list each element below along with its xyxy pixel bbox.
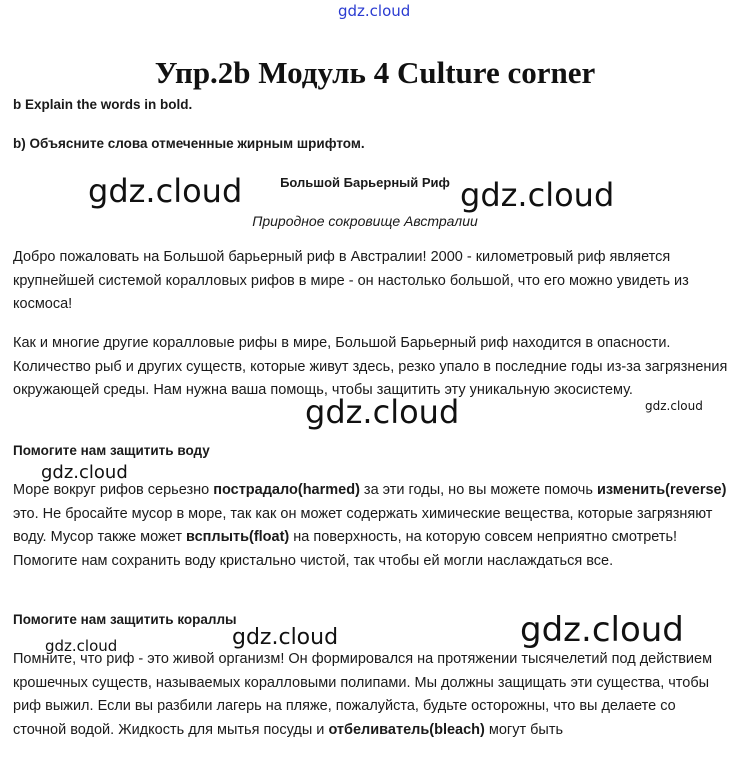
watermark: gdz.cloud <box>45 637 118 655</box>
watermark-top: gdz.cloud <box>338 2 411 20</box>
watermark: gdz.cloud <box>460 176 615 214</box>
text-run: Море вокруг рифов серьезно <box>13 482 214 498</box>
paragraph-water <box>13 479 731 573</box>
page-title: Упр.2b Модуль 4 Culture corner <box>154 54 596 90</box>
paragraph-corals <box>13 648 731 742</box>
text-run: это. Не бросайте мусор в море, так как он может содержать химические вещества, которые загрязняют воду. Мусор также может <box>13 505 713 545</box>
instruction-en: b Explain the words in bold. <box>13 97 193 112</box>
instruction-ru: b) Объясните слова отмеченные жирным шрифтом. <box>13 136 365 151</box>
bold-word-bleach: отбеливатель(bleach) <box>328 721 485 738</box>
bold-word-reverse: изменить(reverse) <box>596 482 727 498</box>
watermark: gdz.cloud <box>520 610 684 650</box>
paragraph-intro: Добро пожаловать на Большой барьерный риф в Австралии! 2000 - километровый риф является крупнейшей системой коралловых рифов в мире - он настолько большой, что его можно увидеть из космоса! <box>13 249 689 312</box>
watermark: gdz.cloud <box>305 393 460 431</box>
watermark: gdz.cloud <box>645 399 703 413</box>
article-subtitle: Природное сокровище Австралии <box>252 213 478 229</box>
watermark: gdz.cloud <box>88 172 243 210</box>
bold-word-harmed: пострадало(harmed) <box>213 482 360 498</box>
paragraph-danger: Как и многие другие коралловые рифы в мире, Большой Барьерный риф находится в опасности. Количество рыб и других существ, которые живут здесь, резко упало в последние годы из-за загрязнения окружающей среды. Нам нужна ваша помощь, чтобы защитить эту уникальную экосистему. <box>13 335 728 398</box>
article-title: Большой Барьерный Риф <box>280 175 450 190</box>
heading-protect-corals: Помогите нам защитить кораллы <box>13 612 237 627</box>
watermark: gdz.cloud <box>41 462 128 483</box>
text-run: на поверхность, на которую совсем неприятно смотреть! Помогите нам сохранить воду кристально чистой, так чтобы ей могли наслаждаться все. <box>13 529 678 569</box>
text-run: за эти годы, но вы можете помочь <box>359 482 597 498</box>
text-run: могут быть <box>484 721 564 738</box>
heading-protect-water: Помогите нам защитить воду <box>13 443 210 458</box>
watermark: gdz.cloud <box>232 625 339 650</box>
bold-word-float: всплыть(float) <box>186 529 290 545</box>
text-run: Помните, что риф - это живой организм! Он формировался на протяжении тысячелетий под действием крошечных существ, называемых коралловыми полипами. Мы должны защищать эти существа, чтобы риф выжил. Если вы разбили лагерь на пляже, пожалуйста, будьте осторожны, что вы делаете со сточной водой. Жидкость для мытья посуды и <box>13 651 713 738</box>
